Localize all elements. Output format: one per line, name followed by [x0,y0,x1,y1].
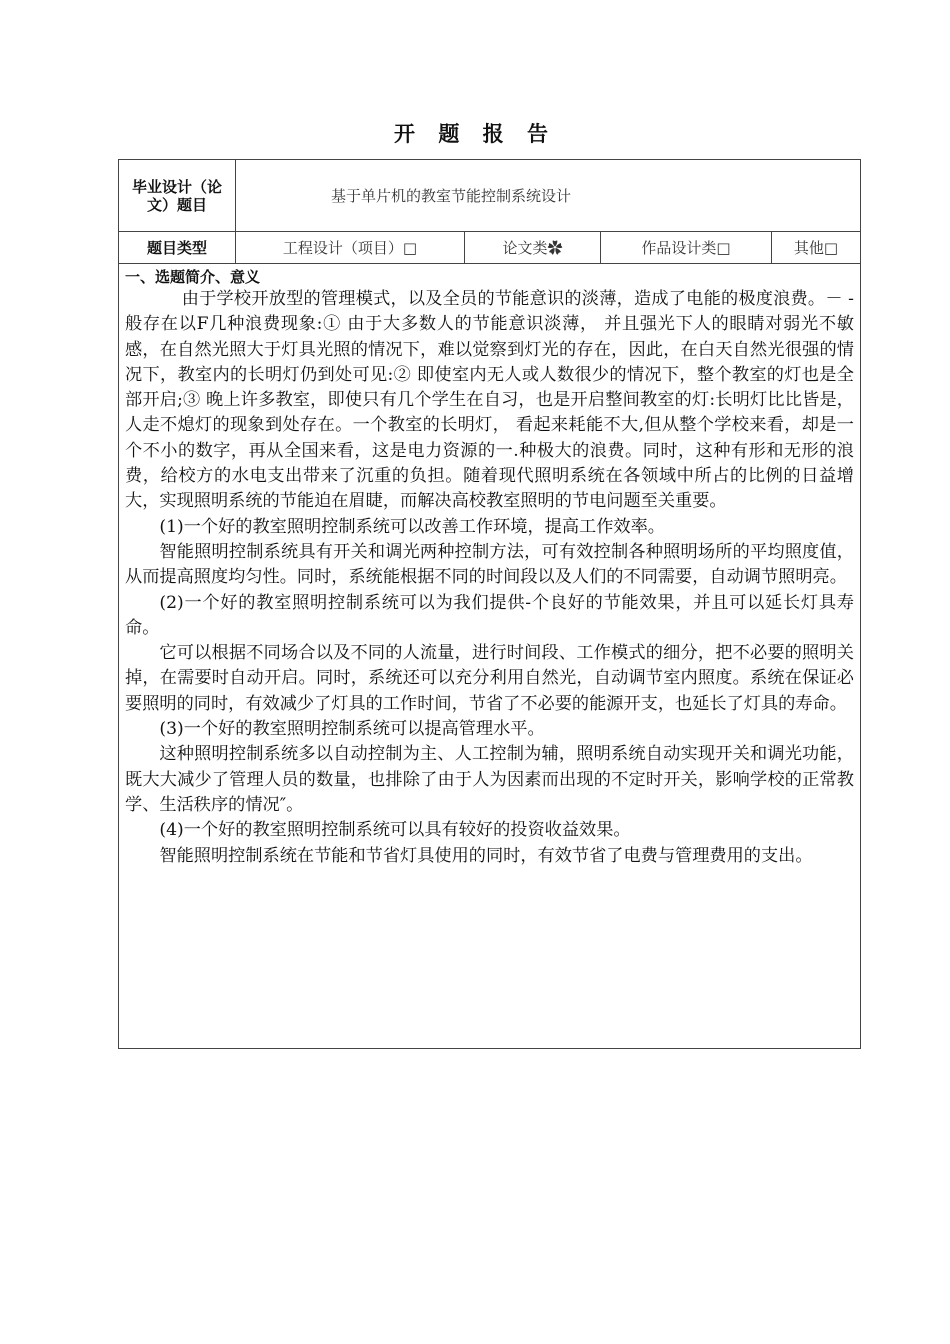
paragraph: 智能照明控制系统具有开关和调光两种控制方法，可有效控制各种照明场所的平均照度值，从而提高照度均匀性。同时，系统能根据不同的时间段以及人们的不同需要，自动调节照明亮。 [125,541,854,588]
report-title: 开 题 报 告 [394,122,556,146]
type-option-thesis: 论文类✿ [465,232,601,264]
content-cell [119,264,861,1049]
topic-value: 基于单片机的教室节能控制系统设计 [236,160,861,232]
paragraph: 它可以根据不同场合以及不同的人流量，进行时间段、工作模式的细分，把不必要的照明关掉，在需要时自动开启。同时，系统还可以充分利用自然光，自动调节室内照度。系统在保证必要照明的同时，有效减少了灯具的工作时间，节省了不必要的能源开支，也延长了灯具的寿命。 [125,643,854,714]
type-row [119,232,861,264]
topic-row [119,160,861,232]
type-label: 题目类型 [119,232,236,264]
proposal-form-table [118,159,861,1049]
paragraph: (3)一个好的教室照明控制系统可以提高管理水平。 [159,719,545,740]
type-option-engineering: 工程设计（项目）□ [236,232,465,264]
type-option-other: 其他□ [772,232,861,264]
paragraph: (2)一个好的教室照明控制系统可以为我们提供-个良好的节能效果，并且可以延长灯具寿命。 [125,592,854,638]
topic-label: 毕业设计（论文）题目 [119,160,236,232]
paragraph: (4)一个好的教室照明控制系统可以具有较好的投资收益效果。 [159,820,631,841]
paragraph: 智能照明控制系统在节能和节省灯具使用的同时，有效节省了电费与管理费用的支出。 [159,845,813,866]
type-option-design-work: 作品设计类□ [601,232,772,264]
paragraph: (1)一个好的教室照明控制系统可以改善工作环境，提高工作效率。 [159,516,665,537]
paragraph: 由于学校开放型的管理模式，以及全员的节能意识的淡薄，造成了电能的极度浪费。－ -般存在以F几种浪费现象:① 由于大多数人的节能意识淡薄， 并且强光下人的眼睛对弱光不敏感，在自然光照大于灯具光照的情况下，难以觉察到灯光的存在，因此，在白天自然光很强的情况下，教室内的长明灯仍到处可见:② 即使室内无人或人数很少的情况下，整个教室的灯也是全部开启;③ 晚上许多教室，即使只有几个学生在自习，也是开启整间教室的灯:长明灯比比皆是，人走不熄灯的现象到处存在。一个教室的长明灯， 看起来耗能不大,但从整个学校来看，却是一个不小的数字，再从全国来看，这是电力资源的一.种极大的浪费。同时，这种有形和无形的浪费，给校方的水电支出带来了沉重的负担。随着现代照明系统在各领域中所占的比例的日益增大，实现照明系统的节能迫在眉睫，而解决高校教室照明的节电问题至关重要。 [125,289,854,512]
paragraph: 这种照明控制系统多以自动控制为主、人工控制为辅，照明系统自动实现开关和调光功能，既大大减少了管理人员的数量，也排除了由于人为因素而出现的不定时开关，影响学校的正常教学、生活秩序的情况″。 [125,744,854,815]
section-heading: 一、选题简介、意义 [125,268,261,286]
content-row [119,264,861,1049]
